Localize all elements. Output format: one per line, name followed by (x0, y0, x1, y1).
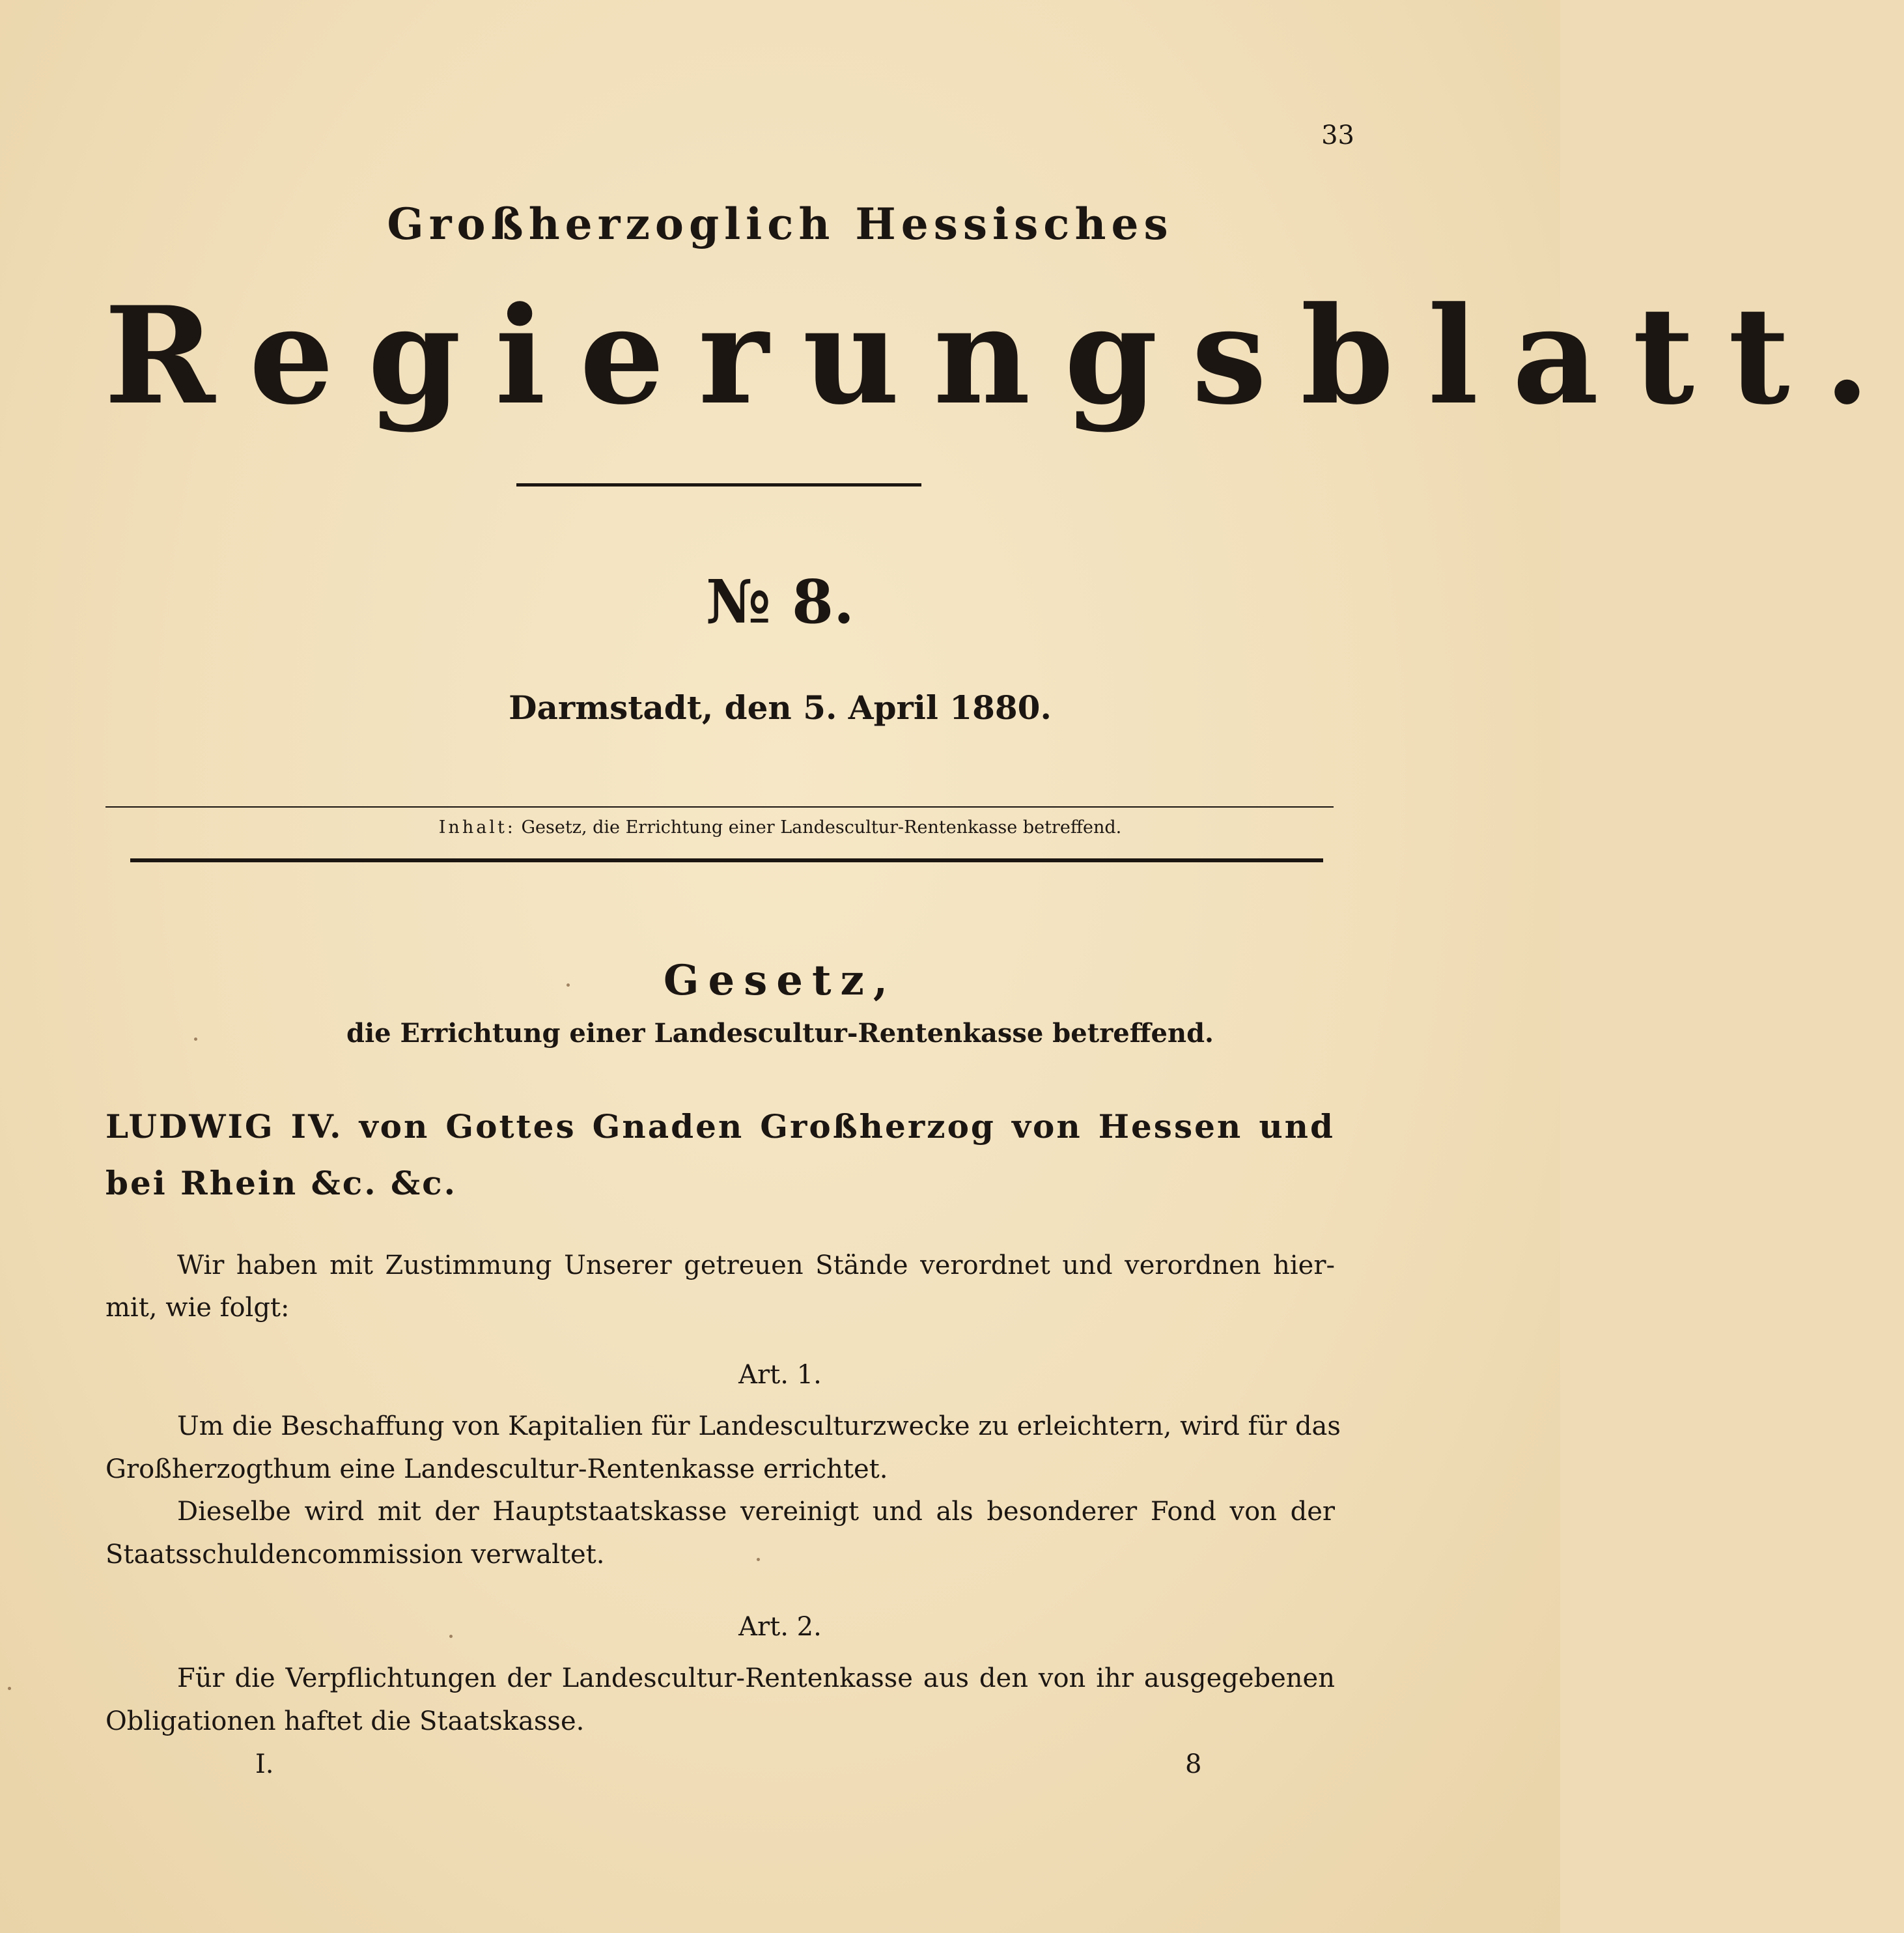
article-1-line-2: Großherzogthum eine Landescultur-Rentenkasse errichtet. (105, 1454, 888, 1484)
paper-speck (567, 983, 570, 987)
issue-number: № 8. (705, 567, 855, 637)
footer-signature-left: I. (255, 1749, 274, 1779)
law-heading: Gesetz, (663, 956, 897, 1005)
paper-speck (8, 1687, 11, 1690)
article-2-line-2: Obligationen haftet die Staatskasse. (105, 1706, 585, 1736)
law-subheading: die Errichtung einer Landescultur-Rentenkasse betreffend. (346, 1018, 1214, 1049)
paper-speck (757, 1558, 760, 1561)
article-2-line-1: Für die Verpflichtungen der Landescultur-Rentenkasse aus den von ihr ausgegebenen (177, 1663, 1335, 1693)
masthead-title: Regierungsblatt. (104, 278, 1904, 434)
issue-date-line: Darmstadt, den 5. April 1880. (509, 688, 1052, 727)
contents-top-rule (105, 806, 1334, 808)
masthead-top-line: Großherzoglich Hessisches (387, 199, 1173, 249)
article-1-heading: Art. 1. (738, 1360, 822, 1390)
contents-label: Inhalt: (438, 817, 516, 838)
masthead-divider (516, 483, 921, 487)
paper-speck (194, 1037, 197, 1041)
contents-bottom-rule (130, 858, 1323, 862)
article-1-line-1: Um die Beschaffung von Kapitalien für Landesculturzwecke zu erleichtern, wird für das (177, 1411, 1341, 1441)
intro-line-1: Wir haben mit Zustimmung Unserer getreuen Stände verordnet und verordnen hier- (177, 1250, 1335, 1280)
article-1-line-4: Staatsschuldencommission verwaltet. (105, 1540, 605, 1570)
article-1-line-3: Dieselbe wird mit der Hauptstaatskasse vereinigt und als besonderer Fond von der (177, 1497, 1335, 1527)
preamble-line-2: bei Rhein &c. &c. (105, 1164, 458, 1202)
contents-line (0, 817, 1560, 838)
page-number: 33 (1321, 120, 1354, 150)
paper-speck (449, 1635, 453, 1638)
article-2-heading: Art. 2. (738, 1612, 822, 1642)
contents-text: Gesetz, die Errichtung einer Landescultur-Rentenkasse betreffend. (521, 817, 1122, 838)
footer-signature-right: 8 (1185, 1749, 1202, 1779)
preamble-line-1: LUDWIG IV. von Gottes Gnaden Großherzog von Hessen und (105, 1107, 1335, 1146)
intro-line-2: mit, wie folgt: (105, 1293, 290, 1323)
